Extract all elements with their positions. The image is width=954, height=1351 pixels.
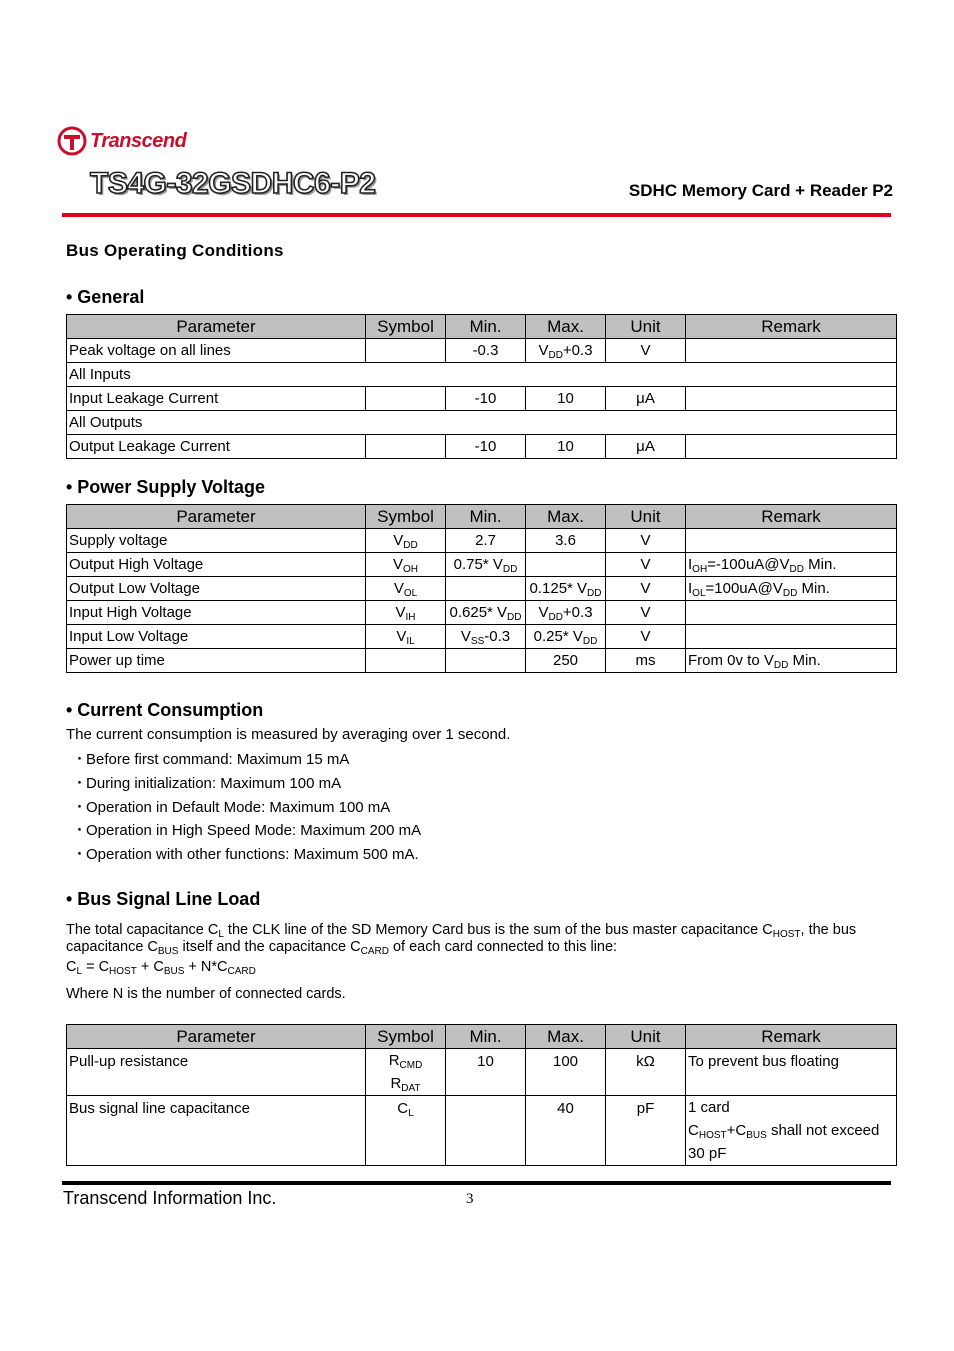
remark-cell: $I_{OH}=-100uA@V_{DD}$ Min. bbox=[686, 553, 897, 577]
max-cell: 250 bbox=[526, 649, 606, 673]
param-cell: Output Low Voltage bbox=[67, 577, 366, 601]
min-cell: 0.625* $V_{DD}$ bbox=[446, 601, 526, 625]
param-cell: Peak voltage on all lines bbox=[67, 339, 366, 363]
col-parameter: Parameter bbox=[67, 1025, 366, 1049]
col-max: Max. bbox=[526, 315, 606, 339]
col-unit: Unit bbox=[606, 1025, 686, 1049]
param-cell: Input Low Voltage bbox=[67, 625, 366, 649]
general-table bbox=[66, 314, 897, 459]
brand-name: Transcend bbox=[90, 129, 187, 152]
remark-cell bbox=[686, 625, 897, 649]
min-cell: $V_{SS}-0.3$ bbox=[446, 625, 526, 649]
remark-cell bbox=[686, 529, 897, 553]
header-divider bbox=[62, 213, 891, 217]
power-table bbox=[66, 504, 897, 673]
symbol-cell: $V_{IL}$ bbox=[366, 625, 446, 649]
unit-cell: V bbox=[606, 339, 686, 363]
max-cell: 0.25* $V_{DD}$ bbox=[526, 625, 606, 649]
max-cell: 10 bbox=[526, 387, 606, 411]
remark-cell bbox=[686, 387, 897, 411]
col-parameter: Parameter bbox=[67, 505, 366, 529]
param-cell: Power up time bbox=[67, 649, 366, 673]
page-number: 3 bbox=[466, 1191, 474, 1207]
param-cell: Output Leakage Current bbox=[67, 435, 366, 459]
capacitance-formula: $C_L = C_{HOST} + C_{BUS} + N*C_{CARD}$ bbox=[66, 959, 256, 977]
group-label: All Inputs bbox=[67, 363, 897, 387]
unit-cell: V bbox=[606, 601, 686, 625]
col-max: Max. bbox=[526, 505, 606, 529]
product-name: SDHC Memory Card + Reader P2 bbox=[628, 181, 893, 200]
max-cell: $V_{DD}+0.3$ bbox=[526, 601, 606, 625]
param-cell: Bus signal line capacitance bbox=[67, 1096, 366, 1166]
col-remark: Remark bbox=[686, 1025, 897, 1049]
remark-cell: 1 card $C_{HOST}+C_{BUS}$ shall not exceed 30 pF bbox=[686, 1096, 897, 1166]
remark-cell bbox=[686, 601, 897, 625]
unit-cell: V bbox=[606, 577, 686, 601]
list-item: ・Operation in High Speed Mode: Maximum 200 mA bbox=[72, 822, 422, 839]
bus-table bbox=[66, 1024, 897, 1166]
company-name: Transcend Information Inc. bbox=[63, 1188, 277, 1208]
symbol-cell: $V_{OL}$ bbox=[366, 577, 446, 601]
symbol-cell: $V_{OH}$ bbox=[366, 553, 446, 577]
table-row bbox=[67, 387, 897, 411]
col-min: Min. bbox=[446, 1025, 526, 1049]
min-cell: 0.75* $V_{DD}$ bbox=[446, 553, 526, 577]
param-cell: Output High Voltage bbox=[67, 553, 366, 577]
col-min: Min. bbox=[446, 315, 526, 339]
footer-divider bbox=[62, 1181, 891, 1185]
table-row bbox=[67, 1096, 897, 1166]
min-cell: -10 bbox=[446, 387, 526, 411]
param-cell: Input High Voltage bbox=[67, 601, 366, 625]
param-cell: Supply voltage bbox=[67, 529, 366, 553]
max-cell: 40 bbox=[526, 1096, 606, 1166]
col-unit: Unit bbox=[606, 315, 686, 339]
table-row bbox=[67, 577, 897, 601]
table-row bbox=[67, 411, 897, 435]
section-title: Bus Operating Conditions bbox=[66, 241, 284, 260]
list-item: ・During initialization: Maximum 100 mA bbox=[72, 775, 342, 792]
max-cell: 100 bbox=[526, 1049, 606, 1096]
list-item: ・Operation in Default Mode: Maximum 100 mA bbox=[72, 799, 391, 816]
unit-cell: pF bbox=[606, 1096, 686, 1166]
min-cell bbox=[446, 1096, 526, 1166]
remark-cell: To prevent bus floating bbox=[686, 1049, 897, 1096]
max-cell: 3.6 bbox=[526, 529, 606, 553]
min-cell: 2.7 bbox=[446, 529, 526, 553]
min-cell: 10 bbox=[446, 1049, 526, 1096]
table-row bbox=[67, 529, 897, 553]
unit-cell: V bbox=[606, 625, 686, 649]
unit-cell: μA bbox=[606, 435, 686, 459]
bus-heading: • Bus Signal Line Load bbox=[66, 889, 261, 909]
table-row bbox=[67, 601, 897, 625]
symbol-cell bbox=[366, 435, 446, 459]
symbol-cell: $V_{IH}$ bbox=[366, 601, 446, 625]
group-label: All Outputs bbox=[67, 411, 897, 435]
symbol-cell: $V_{DD}$ bbox=[366, 529, 446, 553]
symbol-cell bbox=[366, 387, 446, 411]
table-header-row bbox=[67, 315, 897, 339]
unit-cell: μA bbox=[606, 387, 686, 411]
symbol-cell: $R_{CMD}$ $R_{DAT}$ bbox=[366, 1049, 446, 1096]
where-note: Where N is the number of connected cards. bbox=[66, 986, 346, 1002]
transcend-logo-icon bbox=[57, 126, 87, 156]
col-remark: Remark bbox=[686, 505, 897, 529]
max-cell: 0.125* $V_{DD}$ bbox=[526, 577, 606, 601]
table-header-row bbox=[67, 1025, 897, 1049]
table-row bbox=[67, 363, 897, 387]
max-cell bbox=[526, 553, 606, 577]
unit-cell: V bbox=[606, 553, 686, 577]
list-item: ・Operation with other functions: Maximum 500 mA. bbox=[72, 846, 419, 863]
model-number: TS4G-32GSDHC6-P2 bbox=[90, 167, 376, 200]
remark-cell: From 0v to $V_{DD}$ Min. bbox=[686, 649, 897, 673]
current-intro: The current consumption is measured by averaging over 1 second. bbox=[66, 726, 511, 743]
min-cell: -10 bbox=[446, 435, 526, 459]
symbol-cell: $C_L$ bbox=[366, 1096, 446, 1166]
col-parameter: Parameter bbox=[67, 315, 366, 339]
brand-logo bbox=[57, 126, 186, 156]
max-cell: $V_{DD}+0.3$ bbox=[526, 339, 606, 363]
symbol-cell bbox=[366, 339, 446, 363]
table-row bbox=[67, 625, 897, 649]
param-cell: Input Leakage Current bbox=[67, 387, 366, 411]
symbol-cell bbox=[366, 649, 446, 673]
param-cell: Pull-up resistance bbox=[67, 1049, 366, 1096]
min-cell bbox=[446, 577, 526, 601]
current-heading: • Current Consumption bbox=[66, 700, 264, 720]
max-cell: 10 bbox=[526, 435, 606, 459]
col-symbol: Symbol bbox=[366, 315, 446, 339]
table-row bbox=[67, 435, 897, 459]
bus-paragraph-1: The total capacitance $C_L$ the CLK line of the SD Memory Card bus is the sum of the bus master capacitance $C_{HOST}$, the bus bbox=[66, 922, 857, 940]
table-row bbox=[67, 1049, 897, 1096]
col-symbol: Symbol bbox=[366, 1025, 446, 1049]
table-header-row bbox=[67, 505, 897, 529]
min-cell bbox=[446, 649, 526, 673]
remark-cell bbox=[686, 435, 897, 459]
list-item: ・Before first command: Maximum 15 mA bbox=[72, 751, 350, 768]
table-row bbox=[67, 649, 897, 673]
col-remark: Remark bbox=[686, 315, 897, 339]
table-row bbox=[67, 553, 897, 577]
col-min: Min. bbox=[446, 505, 526, 529]
unit-cell: V bbox=[606, 529, 686, 553]
general-heading: • General bbox=[66, 287, 145, 307]
min-cell: -0.3 bbox=[446, 339, 526, 363]
unit-cell: kΩ bbox=[606, 1049, 686, 1096]
col-max: Max. bbox=[526, 1025, 606, 1049]
col-symbol: Symbol bbox=[366, 505, 446, 529]
bus-paragraph-2: capacitance $C_{BUS}$ itself and the capacitance $C_{CARD}$ of each card connected to this line: bbox=[66, 939, 618, 957]
col-unit: Unit bbox=[606, 505, 686, 529]
remark-cell bbox=[686, 339, 897, 363]
unit-cell: ms bbox=[606, 649, 686, 673]
table-row bbox=[67, 339, 897, 363]
power-heading: • Power Supply Voltage bbox=[66, 477, 266, 497]
remark-cell: $I_{OL}=100uA@V_{DD}$ Min. bbox=[686, 577, 897, 601]
